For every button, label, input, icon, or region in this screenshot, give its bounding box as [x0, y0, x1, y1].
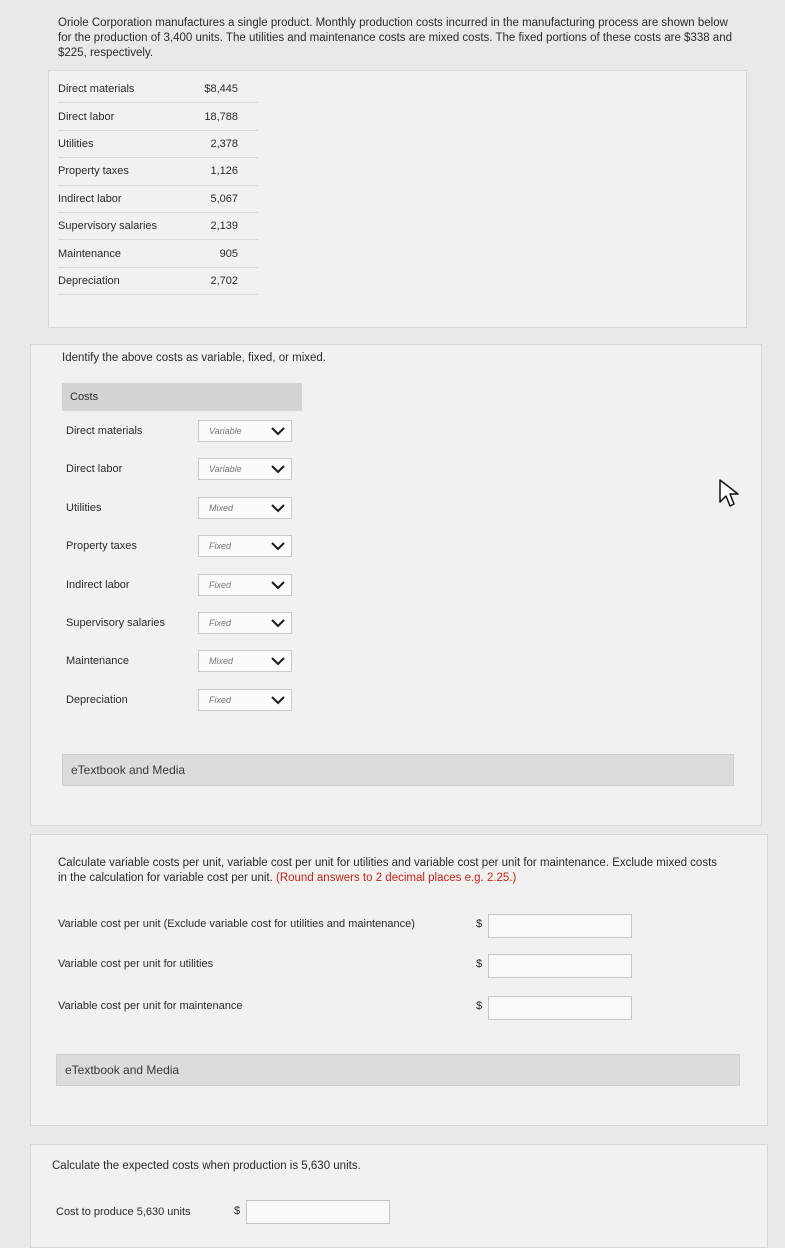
variable-instruction-text: Calculate variable costs per unit, variable cost per unit for utilities and variable cost per unit for maintenance. Exclude mixed costs in the calculation for variable cost per unit. — [58, 857, 718, 884]
cost-label: Direct materials — [58, 83, 135, 96]
etextbook-label-2: eTextbook and Media — [65, 1063, 180, 1077]
classify-row — [66, 574, 292, 596]
cost-table — [58, 76, 258, 295]
chevron-down-icon — [271, 656, 285, 666]
problem-statement: Oriole Corporation manufactures a single product. Monthly production costs incurred in the manufacturing process are shown below for the production of 3,400 units. The utilities and maintenance costs are mixed costs. The fixed portions of these costs are $338 and $225, respectively. — [58, 17, 732, 59]
chevron-down-icon — [271, 503, 285, 513]
etextbook-label: eTextbook and Media — [71, 763, 186, 777]
classify-row — [66, 612, 292, 634]
cost-value: 2,139 — [210, 220, 238, 233]
mouse-pointer-icon — [718, 478, 742, 510]
cost-type-value: Fixed — [209, 694, 232, 705]
classify-instruction: Identify the above costs as variable, fixed, or mixed. — [62, 352, 326, 364]
variable-cost-label: Variable cost per unit for maintenance — [58, 1000, 243, 1012]
chevron-down-icon — [271, 695, 285, 705]
cost-row — [58, 131, 258, 158]
cost-row — [58, 268, 258, 295]
cost-row — [58, 240, 258, 267]
cost-type-select[interactable] — [198, 458, 292, 480]
cost-value: 2,702 — [210, 274, 238, 287]
cost-type-value: Fixed — [209, 579, 232, 590]
variable-currency: $ — [476, 958, 483, 970]
variable-cost-label: Variable cost per unit (Exclude variable cost for utilities and maintenance) — [58, 918, 415, 930]
cost-type-select[interactable] — [198, 650, 292, 672]
classify-cost-label: Depreciation — [66, 693, 128, 706]
cost-type-value: Variable — [209, 464, 242, 475]
expected-cost-label: Cost to produce 5,630 units — [56, 1206, 191, 1218]
chevron-down-icon — [271, 426, 285, 436]
classify-cost-label: Indirect labor — [66, 578, 130, 591]
cost-type-value: Fixed — [209, 541, 232, 552]
variable-cost-input[interactable] — [488, 996, 632, 1020]
cost-value: 5,067 — [210, 192, 238, 205]
cost-value: $8,445 — [204, 83, 238, 96]
classify-cost-label: Maintenance — [66, 655, 129, 668]
classify-cost-label: Property taxes — [66, 540, 137, 553]
classify-row — [66, 535, 292, 557]
cost-label: Utilities — [58, 137, 94, 150]
cost-label: Supervisory salaries — [58, 220, 158, 233]
chevron-down-icon — [271, 464, 285, 474]
classify-cost-label: Utilities — [66, 501, 102, 514]
cost-label: Indirect labor — [58, 192, 122, 205]
cost-type-select[interactable] — [198, 535, 292, 557]
cost-type-select[interactable] — [198, 574, 292, 596]
variable-cost-label: Variable cost per unit for utilities — [58, 958, 214, 970]
cost-label: Direct labor — [58, 110, 115, 123]
cost-type-value: Fixed — [209, 618, 232, 628]
variable-instruction — [58, 856, 728, 886]
classify-row — [66, 458, 292, 480]
variable-cost-input[interactable] — [488, 914, 632, 938]
chevron-down-icon — [271, 541, 285, 551]
cost-value: 2,378 — [210, 137, 238, 150]
cost-row — [58, 158, 258, 185]
cost-label: Property taxes — [58, 165, 129, 178]
etextbook-media-link-2[interactable] — [56, 1054, 740, 1086]
classify-cost-label: Supervisory salaries — [66, 617, 166, 629]
cost-type-value: Mixed — [209, 502, 234, 513]
cost-value: 1,126 — [210, 165, 238, 178]
cost-row — [58, 76, 258, 103]
cost-type-select[interactable] — [198, 420, 292, 442]
classify-row — [66, 650, 292, 672]
cost-value: 905 — [219, 247, 238, 260]
classify-cost-label: Direct materials — [66, 425, 143, 437]
variable-currency: $ — [476, 918, 483, 930]
cost-type-select[interactable] — [198, 612, 292, 634]
classify-row — [66, 689, 292, 711]
cost-row — [58, 213, 258, 240]
cost-label: Maintenance — [58, 247, 121, 260]
cost-row — [58, 186, 258, 213]
cost-type-select[interactable] — [198, 689, 292, 711]
expected-instruction: Calculate the expected costs when production is 5,630 units. — [52, 1160, 361, 1172]
classify-row — [66, 497, 292, 519]
cost-label: Depreciation — [58, 274, 120, 287]
cost-value: 18,788 — [204, 110, 238, 123]
expected-cost-input[interactable] — [246, 1200, 390, 1224]
chevron-down-icon — [271, 618, 285, 628]
chevron-down-icon — [271, 580, 285, 590]
round-note: (Round answers to 2 decimal places e.g. 2.25.) — [276, 872, 517, 884]
etextbook-media-link[interactable] — [62, 754, 734, 786]
expected-currency: $ — [234, 1205, 241, 1217]
classify-row — [66, 420, 292, 442]
variable-cost-input[interactable] — [488, 954, 632, 978]
costs-column-header: Costs — [62, 383, 302, 411]
cost-type-value: Variable — [209, 426, 242, 436]
cost-row — [58, 103, 258, 130]
cost-type-value: Mixed — [209, 656, 234, 667]
cost-type-select[interactable] — [198, 497, 292, 519]
variable-currency: $ — [476, 1000, 483, 1012]
classify-cost-label: Direct labor — [66, 463, 123, 476]
